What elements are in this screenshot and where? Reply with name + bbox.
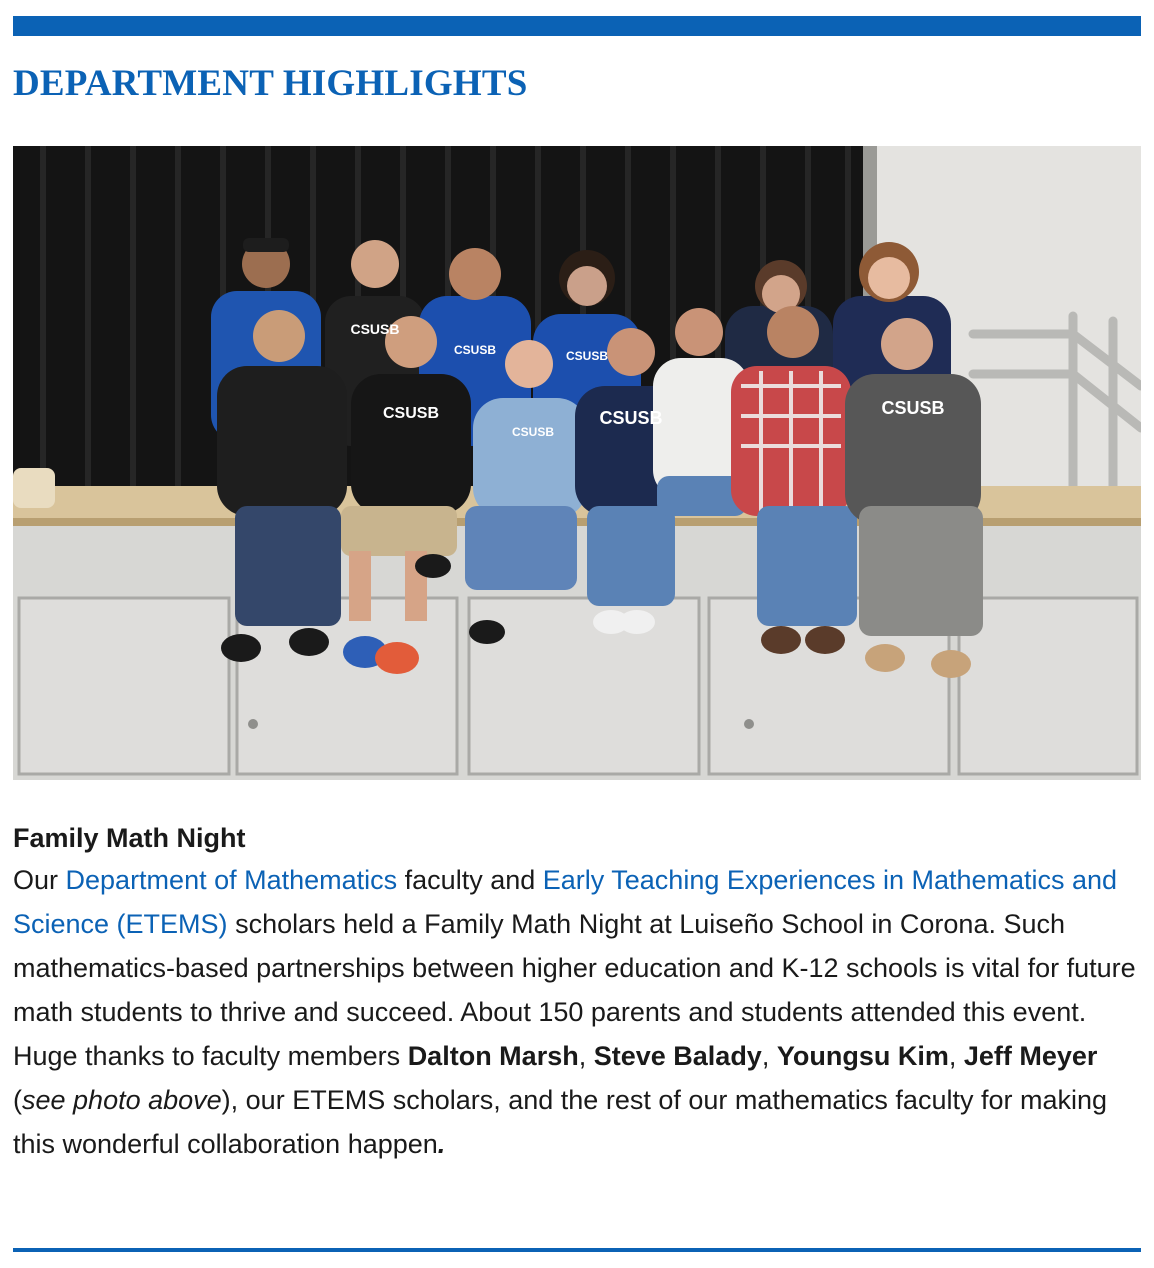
article xyxy=(13,818,1141,1166)
shirt-text-2: CSUSB xyxy=(453,343,497,357)
body-text: scholars held a Family Math Night at Luiseño School in Corona. Such mathematics-based partnerships between higher education and K-12 schools is vital for future math students to thrive and succeed. About 150 parents and students attended this event. Huge thanks to faculty members xyxy=(13,909,1136,1071)
body-text: faculty and xyxy=(397,865,543,895)
section-heading: DEPARTMENT HIGHLIGHTS xyxy=(13,63,528,104)
faculty-name: Steve Balady xyxy=(593,1041,762,1071)
faculty-name: Dalton Marsh xyxy=(407,1041,579,1071)
body-text: ( xyxy=(13,1085,22,1115)
faculty-name: Youngsu Kim xyxy=(776,1041,949,1071)
article-body xyxy=(13,858,1141,1166)
group-photo xyxy=(13,146,1141,780)
faculty-name: Jeff Meyer xyxy=(963,1041,1098,1071)
shirt-text-3: CSUSB xyxy=(565,349,609,363)
shirt-text-7: CSUSB xyxy=(881,398,945,418)
body-text: Our xyxy=(13,865,66,895)
bottom-divider xyxy=(13,1248,1141,1252)
top-divider xyxy=(13,16,1141,36)
name-separator: , xyxy=(578,1041,594,1071)
department-of-mathematics-link[interactable]: Department of Mathematics xyxy=(65,865,398,895)
end-period: . xyxy=(437,1129,446,1159)
shirt-text-4: CSUSB xyxy=(382,405,440,422)
article-title: Family Math Night xyxy=(13,823,246,853)
name-separator: , xyxy=(948,1041,964,1071)
shirt-text-6: CSUSB xyxy=(599,408,663,428)
shirt-text-5: CSUSB xyxy=(511,425,555,439)
shirt-text-1: CSUSB xyxy=(350,321,400,337)
photo-note: see photo above xyxy=(22,1085,222,1115)
name-separator: , xyxy=(761,1041,777,1071)
etems-link[interactable]: Early Teaching Experiences in Mathematics and Science (ETEMS) xyxy=(13,865,1118,939)
body-text: ), our ETEMS scholars, and the rest of our mathematics faculty for making this wonderful collaboration happen xyxy=(13,1085,1108,1159)
